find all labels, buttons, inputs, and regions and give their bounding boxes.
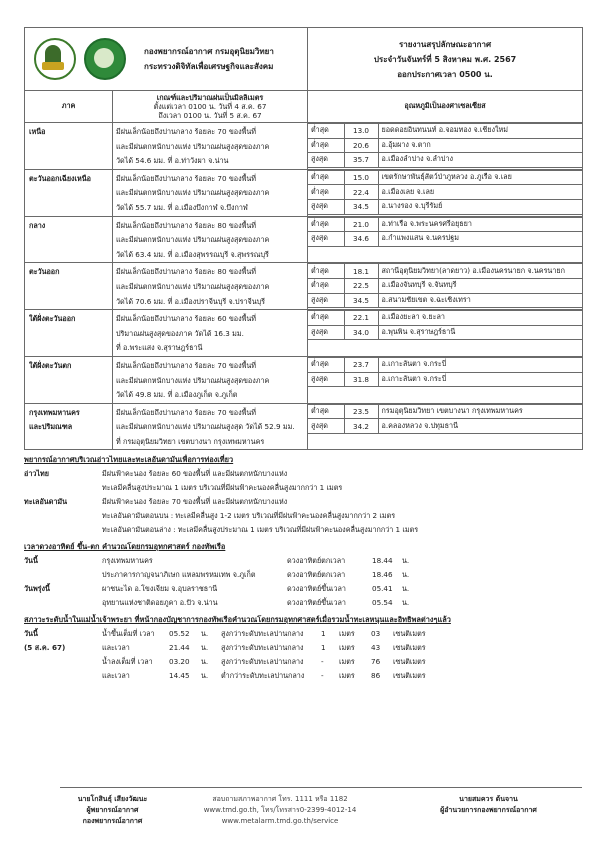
temperature-row — [308, 357, 582, 372]
sun-time-unit: น. — [402, 584, 410, 594]
sea-forecast-row — [24, 467, 582, 481]
report-title: รายงานสรุปลักษณะอากาศ — [398, 39, 492, 49]
temp-location: อ.กำแพงแสน จ.นครปฐม — [378, 232, 582, 247]
rain-header-title: เกณฑ์และปริมาณฝนเป็นมิลลิเมตร — [156, 93, 264, 102]
rain-description-line: และมีฝนตกหนักบางแห่ง ปริมาณฝนสูงสุดของภาค — [116, 281, 270, 291]
region-name-line: กลาง — [29, 220, 46, 230]
tide-row — [24, 655, 582, 669]
sun-time-unit: น. — [402, 598, 410, 608]
sun-time: 18.44 — [372, 556, 393, 566]
tide-day: วันนี้ — [24, 629, 38, 639]
temp-location: อ.นางรอง จ.บุรีรัมย์ — [378, 199, 582, 214]
sun-day-label — [24, 568, 102, 582]
rain-description-line: ที่ กรมอุตุนิยมวิทยา เขตบางนา กรุงเทพมหานคร — [116, 436, 265, 446]
tide-mu: เมตร — [339, 657, 355, 667]
tide-day — [24, 655, 102, 669]
temperature-row — [308, 185, 582, 200]
sun-day-label: วันพรุ่งนี้ — [24, 584, 50, 594]
temp-value: 35.7 — [344, 153, 378, 168]
tmd-logo-icon — [84, 38, 126, 80]
tide-m: 1 — [321, 629, 326, 639]
sun-time: 05.41 — [372, 584, 393, 594]
sun-times-title: เวลาดวงอาทิตย์ ขึ้น-ตก คำนวณโดยกรมอุทกศาสตร์ กองทัพเรือ — [24, 542, 226, 552]
sun-location: กรุงเทพมหานคร — [102, 556, 153, 566]
tide-section — [24, 614, 582, 683]
tide-u: น. — [201, 671, 209, 681]
sun-event: ดวงอาทิตย์ขึ้นเวลา — [287, 598, 346, 608]
region-row — [25, 123, 583, 170]
tide-title: สภาวะระดับน้ำในแม่น้ำเจ้าพระยา ที่หน้ากองบัญชาการกองทัพเรือคำนวณโดยกรมอุทกศาสตร์เมื่อรวมน้ำทะเลหนุนและอิทธิพลต่างๆแล้ว — [24, 615, 451, 625]
tide-cm: 03 — [371, 629, 381, 639]
temp-type: ต่ำสุด — [308, 357, 344, 372]
tide-cmu: เซนติเมตร — [393, 671, 426, 681]
sun-location: ผาชนะได อ.โขงเจียม จ.อุบลราชธานี — [102, 584, 218, 594]
sun-event: ดวงอาทิตย์ตกเวลา — [287, 570, 346, 580]
temp-type: ต่ำสุด — [308, 404, 344, 419]
region-row — [25, 403, 583, 450]
rain-description — [113, 310, 308, 357]
report-header-table — [24, 27, 583, 450]
sea-forecast-row — [24, 509, 582, 523]
temp-location: อ.เมืองเลย จ.เลย — [378, 185, 582, 200]
tide-row — [24, 627, 582, 641]
temp-type: ต่ำสุด — [308, 264, 344, 279]
sea-forecast-section — [24, 454, 582, 537]
region-name — [25, 403, 113, 450]
region-name — [25, 123, 113, 170]
rain-description-line: มีฝนเล็กน้อยถึงปานกลาง ร้อยละ 70 ของพื้นที่ — [116, 173, 256, 183]
temp-location: อ.คลองหลวง จ.ปทุมธานี — [378, 419, 582, 434]
temp-type: สูงสุด — [308, 419, 344, 434]
rain-description-line: มีฝนเล็กน้อยถึงปานกลาง ร้อยละ 70 ของพื้นที่ — [116, 407, 256, 417]
tide-time: 03.20 — [169, 657, 190, 667]
temperature-cell — [308, 310, 583, 357]
temperature-column-header: อุณหภูมิเป็นองศาเซลเซียส — [308, 91, 583, 123]
rain-description-line: มีฝนเล็กน้อยถึงปานกลาง ร้อยละ 60 ของพื้นที่ — [116, 314, 256, 324]
temp-location: อ.อุ้มผาง จ.ตาก — [378, 138, 582, 153]
rain-description — [113, 216, 308, 263]
rain-description-line: มีฝนเล็กน้อยถึงปานกลาง ร้อยละ 80 ของพื้นที่ — [116, 267, 256, 277]
temperature-row — [308, 278, 582, 293]
region-name-line: เหนือ — [29, 127, 46, 136]
temperature-row — [308, 199, 582, 214]
sea-forecast-text: มีฝนฟ้าคะนอง ร้อยละ 60 ของพื้นที่ และมีฝนตกหนักบางแห่ง — [102, 469, 288, 479]
temp-location: อ.เมืองลำปาง จ.ลำปาง — [378, 153, 582, 168]
tide-mu: เมตร — [339, 671, 355, 681]
temp-value: 23.7 — [344, 357, 378, 372]
tide-u: น. — [201, 643, 209, 653]
rain-description-line: มีฝนเล็กน้อยถึงปานกลาง ร้อยละ 80 ของพื้นที่ — [116, 220, 256, 230]
tide-mu: เมตร — [339, 643, 355, 653]
sun-time-unit: น. — [402, 556, 410, 566]
rain-description-line: วัดได้ 55.7 มม. ที่ อ.เมืองบึงกาฬ จ.บึงกาฬ — [116, 202, 248, 212]
temp-location: อ.เกาะลันตา จ.กระบี่ — [378, 357, 582, 372]
temp-type: ต่ำสุด — [308, 185, 344, 200]
temp-type: สูงสุด — [308, 372, 344, 387]
temp-type: สูงสุด — [308, 325, 344, 340]
org-name-line2: กระทรวงดิจิทัลเพื่อเศรษฐกิจและสังคม — [144, 62, 274, 71]
temp-value: 34.5 — [344, 199, 378, 214]
rain-description-line: วัดได้ 63.4 มม. ที่ อ.เมืองสุพรรณบุรี จ.สุพรรณบุรี — [116, 249, 269, 259]
sea-forecast-text: ทะเลมีคลื่นสูงประมาณ 1 เมตร บริเวณที่มีฝนฟ้าคะนองคลื่นสูงมากกว่า 1 เมตร — [102, 483, 343, 493]
org-header-cell — [25, 28, 308, 91]
tide-m: - — [321, 671, 324, 681]
sun-location: ประภาคารกาญจนาภิเษก แหลมพรหมเทพ จ.ภูเก็ต — [102, 570, 256, 580]
tide-event: และเวลา — [102, 671, 130, 681]
tide-day: (5 ส.ค. 67) — [24, 643, 66, 653]
tide-event: น้ำลงเต็มที่ เวลา — [102, 657, 153, 667]
tide-m: 1 — [321, 643, 326, 653]
rain-description — [113, 403, 308, 450]
org-name-line1: กองพยากรณ์อากาศ กรมอุตุนิยมวิทยา — [144, 47, 274, 56]
issued-time: ออกประกาศเวลา 0500 น. — [397, 69, 493, 79]
temp-value: 15.0 — [344, 170, 378, 185]
tide-cm: 86 — [371, 671, 381, 681]
sea-area-label — [24, 509, 102, 523]
region-name — [25, 216, 113, 263]
temp-location: อ.เมืองยะลา จ.ยะลา — [378, 311, 582, 326]
sea-forecast-text: ทะเลอันดามันตอนล่าง : ทะเลมีคลื่นสูงประมาณ 1 เมตร บริเวณที่มีฝนฟ้าคะนองคลื่นสูงมากกว่า 1 เมตร — [102, 525, 419, 535]
temp-value: 34.5 — [344, 293, 378, 308]
tide-event: น้ำขึ้นเต็มที่ เวลา — [102, 629, 155, 639]
region-name-line: ตะวันออกเฉียงเหนือ — [29, 173, 91, 183]
sun-event: ดวงอาทิตย์ขึ้นเวลา — [287, 584, 346, 594]
rain-description-line: และมีฝนตกหนักบางแห่ง ปริมาณฝนสูงสุดของภาค — [116, 141, 270, 151]
temp-location: อ.เกาะลันตา จ.กระบี่ — [378, 372, 582, 387]
temp-type: สูงสุด — [308, 293, 344, 308]
tide-mu: เมตร — [339, 629, 355, 639]
region-name — [25, 310, 113, 357]
temperature-cell — [308, 123, 583, 170]
sun-time-row — [24, 568, 582, 582]
temperature-cell — [308, 169, 583, 216]
rain-description-line: ที่ อ.พระแสง จ.สุราษฎร์ธานี — [116, 343, 203, 353]
tide-time: 14.45 — [169, 671, 190, 681]
temp-value: 21.0 — [344, 217, 378, 232]
sea-forecast-text: มีฝนฟ้าคะนอง ร้อยละ 70 ของพื้นที่ และมีฝนตกหนักบางแห่ง — [102, 497, 288, 507]
rain-column-header — [113, 91, 308, 123]
temp-type: ต่ำสุด — [308, 138, 344, 153]
forecaster-name: นายโกสินธุ์ เสียงวัฒนะ — [77, 795, 148, 803]
rain-header-to: ถึงเวลา 0100 น. วันที่ 5 ส.ค. 67 — [158, 111, 262, 120]
report-title-cell — [308, 28, 583, 91]
tide-u: น. — [201, 657, 209, 667]
forecaster-signature — [60, 794, 165, 827]
temp-value: 23.5 — [344, 404, 378, 419]
temp-location: อ.สนามชัยเขต จ.ฉะเชิงเทรา — [378, 293, 582, 308]
sun-time-row — [24, 582, 582, 596]
temp-value: 22.4 — [344, 185, 378, 200]
metalarm-link[interactable]: www.metalarm.tmd.go.th/service — [221, 817, 339, 825]
sun-time-unit: น. — [402, 570, 410, 580]
rain-description-line: และมีฝนตกหนักบางแห่ง ปริมาณฝนสูงสุดของภาค — [116, 188, 270, 198]
rain-description-line: มีฝนเล็กน้อยถึงปานกลาง ร้อยละ 70 ของพื้นที่ — [116, 360, 256, 370]
temperature-cell — [308, 263, 583, 310]
temperature-cell — [308, 403, 583, 450]
temp-type: ต่ำสุด — [308, 217, 344, 232]
rain-description-line: วัดได้ 49.8 มม. ที่ อ.เมืองภูเก็ต จ.ภูเก็ต — [116, 390, 238, 400]
ministry-logo-icon — [34, 38, 76, 80]
tide-row — [24, 669, 582, 683]
temperature-row — [308, 311, 582, 326]
sun-location: อุทยานแห่งชาติดอยภูคา อ.ปัว จ.น่าน — [102, 598, 218, 608]
temp-value: 22.5 — [344, 278, 378, 293]
temp-location: อ.พุนพิน จ.สุราษฎร์ธานี — [378, 325, 582, 340]
temperature-row — [308, 232, 582, 247]
temp-type: ต่ำสุด — [308, 311, 344, 326]
weather-report-page — [24, 27, 582, 683]
rain-description — [113, 356, 308, 403]
temp-location: กรมอุตุนิยมวิทยา เขตบางนา กรุงเทพมหานคร — [378, 404, 582, 419]
signature-footer — [60, 787, 582, 827]
rain-description — [113, 169, 308, 216]
temperature-row — [308, 124, 582, 139]
temperature-cell — [308, 216, 583, 263]
temp-value: 34.2 — [344, 419, 378, 434]
rain-description-line: วัดได้ 70.6 มม. ที่ อ.เมืองปราจีนบุรี จ.ปราจีนบุรี — [116, 296, 266, 306]
region-name-line: ใต้ฝั่งตะวันออก — [29, 314, 76, 324]
director-title: ผู้อำนวยการกองพยากรณ์อากาศ — [440, 806, 537, 814]
temp-value: 13.0 — [344, 124, 378, 139]
temp-location: สถานีอุตุนิยมวิทยา(ลาดยาว) อ.เมืองนครนายก จ.นครนายก — [378, 264, 582, 279]
director-signature — [395, 794, 582, 827]
region-name — [25, 263, 113, 310]
director-name: นายสมควร ต้นจาน — [459, 795, 518, 803]
rain-description-line: และมีฝนตกหนักบางแห่ง ปริมาณฝนสูงสุดของภาค — [116, 375, 270, 385]
region-name-line: ตะวันออก — [29, 267, 60, 277]
sea-forecast-row — [24, 481, 582, 495]
temp-location: อ.เมืองจันทบุรี จ.จันทบุรี — [378, 278, 582, 293]
rain-description — [113, 123, 308, 170]
tide-cm: 76 — [371, 657, 381, 667]
sea-area-label: ทะเลอันดามัน — [24, 497, 68, 507]
temp-value: 34.6 — [344, 232, 378, 247]
sea-area-label: อ่าวไทย — [24, 469, 49, 479]
tide-rel: ต่ำกว่าระดับทะเลปานกลาง — [221, 671, 305, 681]
region-name-line: กรุงเทพมหานคร — [29, 407, 80, 417]
sea-area-label — [24, 523, 102, 537]
temp-value: 18.1 — [344, 264, 378, 279]
temp-value: 22.1 — [344, 311, 378, 326]
temp-type: สูงสุด — [308, 232, 344, 247]
temperature-row — [308, 419, 582, 434]
region-row — [25, 169, 583, 216]
website-link[interactable]: www.tmd.go.th, โทร/โทรสาร0-2399-4012-14 — [203, 806, 357, 814]
tide-time: 05.52 — [169, 629, 190, 639]
tide-row — [24, 641, 582, 655]
sea-area-label — [24, 481, 102, 495]
tide-cmu: เซนติเมตร — [393, 629, 426, 639]
temperature-row — [308, 264, 582, 279]
rain-header-from: ตั้งแต่เวลา 0100 น. วันที่ 4 ส.ค. 67 — [153, 102, 267, 111]
sea-forecast-row — [24, 495, 582, 509]
forecaster-division: กองพยากรณ์อากาศ — [82, 817, 143, 825]
sun-event: ดวงอาทิตย์ตกเวลา — [287, 556, 346, 566]
temp-type: สูงสุด — [308, 199, 344, 214]
sun-time: 05.54 — [372, 598, 393, 608]
temp-location: อ.ท่าเรือ จ.พระนครศรีอยุธยา — [378, 217, 582, 232]
tide-rel: สูงกว่าระดับทะเลปานกลาง — [221, 629, 304, 639]
sun-time-row — [24, 596, 582, 610]
temperature-row — [308, 325, 582, 340]
rain-description-line: ปริมาณฝนสูงสุดของภาค วัดได้ 16.3 มม. — [116, 328, 244, 338]
temperature-row — [308, 217, 582, 232]
temperature-row — [308, 372, 582, 387]
temp-value: 34.0 — [344, 325, 378, 340]
tide-rel: สูงกว่าระดับทะเลปานกลาง — [221, 643, 304, 653]
tide-m: - — [321, 657, 324, 667]
rain-description-line: มีฝนเล็กน้อยถึงปานกลาง ร้อยละ 70 ของพื้นที่ — [116, 127, 256, 136]
temperature-row — [308, 153, 582, 168]
tide-cm: 43 — [371, 643, 381, 653]
sun-day-label — [24, 596, 102, 610]
sun-time-row — [24, 554, 582, 568]
region-name-line: ใต้ฝั่งตะวันตก — [29, 360, 72, 370]
region-row — [25, 310, 583, 357]
tide-u: น. — [201, 629, 209, 639]
temp-location: เขตรักษาพันธุ์สัตว์ป่าภูหลวง อ.ภูเรือ จ.เลย — [378, 170, 582, 185]
report-date: ประจำวันจันทร์ที่ 5 สิงหาคม พ.ศ. 2567 — [373, 54, 517, 64]
tide-time: 21.44 — [169, 643, 190, 653]
rain-description-line: และมีฝนตกหนักบางแห่ง ปริมาณฝนสูงสุดของภาค — [116, 235, 270, 245]
region-row — [25, 356, 583, 403]
region-name — [25, 169, 113, 216]
contact-info — [165, 794, 395, 827]
temperature-row — [308, 170, 582, 185]
temp-location: ยอดดอยอินทนนท์ อ.จอมทอง จ.เชียงใหม่ — [378, 124, 582, 139]
sea-forecast-row — [24, 523, 582, 537]
temperature-cell — [308, 356, 583, 403]
region-column-header: ภาค — [25, 91, 113, 123]
region-name — [25, 356, 113, 403]
rain-description-line: และมีฝนตกหนักบางแห่ง ปริมาณฝนสูงสุด วัดได้ 52.9 มม. — [116, 422, 295, 432]
rain-description — [113, 263, 308, 310]
region-row — [25, 216, 583, 263]
region-row — [25, 263, 583, 310]
tide-cmu: เซนติเมตร — [393, 643, 426, 653]
temperature-row — [308, 138, 582, 153]
hotline-text: สอบถามสภาพอากาศ โทร. 1111 หรือ 1182 — [212, 795, 348, 803]
temperature-row — [308, 404, 582, 419]
sea-forecast-title: พยากรณ์อากาศบริเวณอ่าวไทยและทะเลอันดามันเพื่อการท่องเที่ยว — [24, 455, 234, 465]
temp-value: 31.8 — [344, 372, 378, 387]
temp-type: ต่ำสุด — [308, 124, 344, 139]
region-name-line: และปริมณฑล — [29, 422, 73, 432]
sun-time: 18.46 — [372, 570, 393, 580]
temperature-row — [308, 293, 582, 308]
temp-type: ต่ำสุด — [308, 170, 344, 185]
temp-type: สูงสุด — [308, 153, 344, 168]
temp-value: 20.6 — [344, 138, 378, 153]
tide-cmu: เซนติเมตร — [393, 657, 426, 667]
tide-rel: สูงกว่าระดับทะเลปานกลาง — [221, 657, 304, 667]
sun-times-section — [24, 541, 582, 610]
sea-forecast-text: ทะเลอันดามันตอนบน : ทะเลมีคลื่นสูง 1-2 เมตร บริเวณที่มีฝนฟ้าคะนองคลื่นสูงมากกว่า 2 เมตร — [102, 511, 396, 521]
sun-day-label: วันนี้ — [24, 556, 38, 566]
forecaster-title: ผู้พยากรณ์อากาศ — [86, 806, 139, 814]
tide-event: และเวลา — [102, 643, 130, 653]
temp-type: ต่ำสุด — [308, 278, 344, 293]
tide-day — [24, 669, 102, 683]
rain-description-line: วัดได้ 54.6 มม. ที่ อ.ท่าวังผา จ.น่าน — [116, 156, 229, 166]
